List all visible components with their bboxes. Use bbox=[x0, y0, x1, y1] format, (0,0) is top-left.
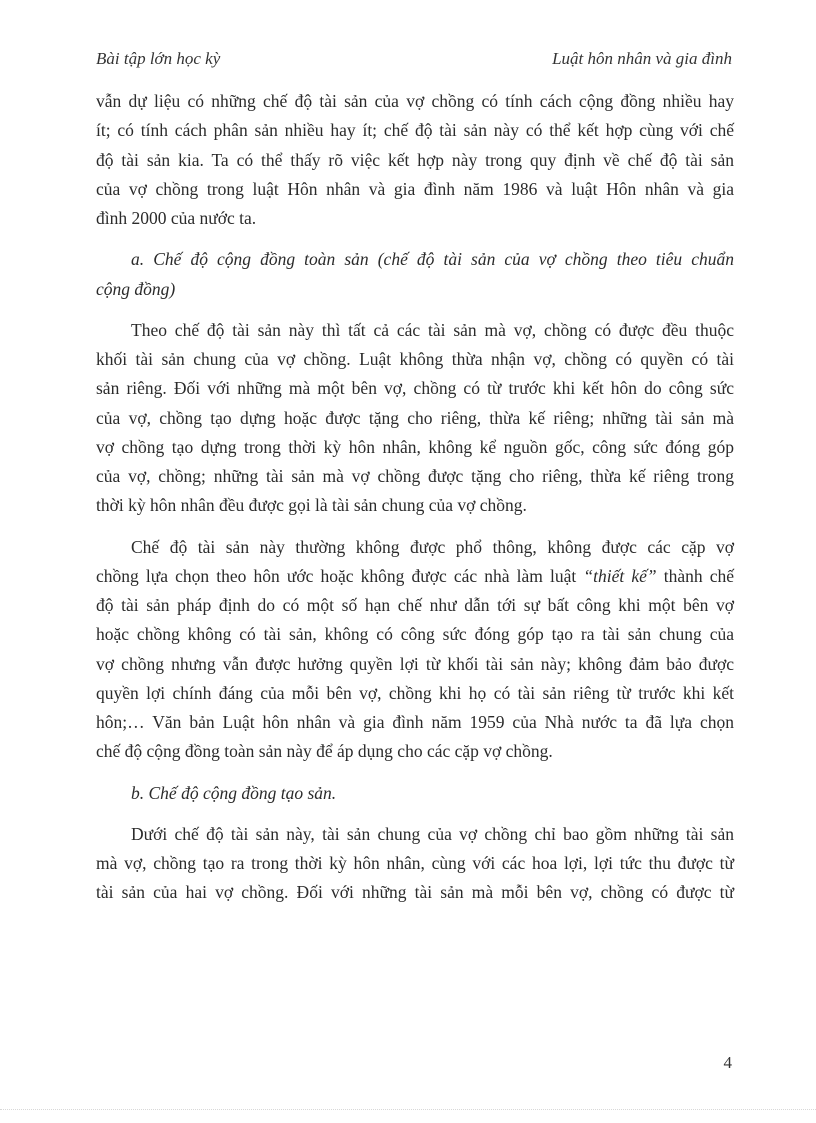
text-line: Chế độ tài sản này thường không được phổ thông, không được các cặp vợ bbox=[131, 536, 734, 557]
text-line: hôn;… Văn bản Luật hôn nhân và gia đình năm 1959 của Nhà nước ta đã lựa chọn bbox=[96, 712, 734, 732]
text-segment: chồng lựa chọn theo hôn ước hoặc không được các nhà làm luật bbox=[96, 565, 577, 586]
heading-line: cộng đồng) bbox=[96, 278, 176, 299]
text-line: vợ chồng tạo dựng trong thời kỳ hôn nhân, không kể nguồn gốc, công sức đóng góp bbox=[96, 436, 734, 457]
emphasized-term: “thiết kế” bbox=[583, 565, 657, 586]
text-line: ít; có tính cách phân sản nhiều hay ít; chế độ tài sản này có thể kết hợp cùng với chế bbox=[96, 120, 734, 141]
text-line bbox=[96, 562, 734, 591]
text-line: quyền lợi chính đáng của mỗi bên vợ, chồng khi họ có tài sản riêng từ trước khi kết bbox=[96, 682, 734, 703]
paragraph bbox=[96, 533, 734, 767]
text-line: của vợ chồng trong luật Hôn nhân và gia đình năm 1986 và luật Hôn nhân và gia bbox=[96, 178, 734, 199]
page-bottom-divider bbox=[0, 1109, 816, 1110]
text-line: của vợ, chồng tạo dựng hoặc được tặng cho riêng, thừa kế riêng; những tài sản mà bbox=[96, 407, 734, 428]
page-number: 4 bbox=[723, 1053, 732, 1072]
text-line: độ tài sản pháp định do có một số hạn chế như dẫn tới sự bất công khi một bên vợ bbox=[96, 595, 734, 615]
body-text bbox=[96, 87, 734, 908]
running-header bbox=[96, 49, 732, 73]
text-line: thời kỳ hôn nhân đều được gọi là tài sản chung của vợ chồng. bbox=[96, 495, 527, 516]
section-heading-b bbox=[96, 779, 734, 808]
text-line: đình 2000 của nước ta. bbox=[96, 208, 257, 228]
paragraph bbox=[96, 87, 734, 233]
text-line: hoặc chồng không có tài sản, không có công sức đóng góp tạo ra tài sản chung của bbox=[96, 624, 734, 645]
text-line: tài sản của hai vợ chồng. Đối với những tài sản mà mỗi bên vợ, chồng có được từ bbox=[96, 882, 734, 903]
text-line: của vợ, chồng; những tài sản mà vợ chồng được tặng cho riêng, thừa kế riêng trong bbox=[96, 466, 734, 486]
text-segment: thành chế bbox=[663, 565, 734, 586]
text-line: mà vợ, chồng tạo ra trong thời kỳ hôn nhân, cùng với các hoa lợi, lợi tức thu được từ bbox=[96, 853, 734, 873]
header-right-title: Luật hôn nhân và gia đình bbox=[552, 49, 732, 68]
paragraph bbox=[96, 316, 734, 521]
text-line: Dưới chế độ tài sản này, tài sản chung của vợ chồng chỉ bao gồm những tài sản bbox=[131, 823, 734, 844]
text-line: Theo chế độ tài sản này thì tất cả các tài sản mà vợ, chồng có được đều thuộc bbox=[131, 319, 734, 340]
text-line: độ tài sản kia. Ta có thể thấy rõ việc kết hợp này trong quy định về chế độ tài sản bbox=[96, 149, 734, 170]
text-line: sản riêng. Đối với những mà một bên vợ, chồng có từ trước khi kết hôn do công sức bbox=[96, 378, 734, 399]
heading-line: b. Chế độ cộng đồng tạo sản. bbox=[131, 782, 337, 803]
header-left-title: Bài tập lớn học kỳ bbox=[96, 49, 221, 68]
heading-line: a. Chế độ cộng đồng toàn sản (chế độ tài sản của vợ chồng theo tiêu chuẩn bbox=[131, 249, 734, 270]
text-line: chế độ cộng đồng toàn sản này để áp dụng cho các cặp vợ chồng. bbox=[96, 741, 553, 762]
text-line: vợ chồng nhưng vẫn được hưởng quyền lợi từ khối tài sản này; không đảm bảo được bbox=[96, 653, 734, 674]
text-line: khối tài sản chung của vợ chồng. Luật không thừa nhận vợ, chồng có quyền có tài bbox=[96, 349, 734, 369]
text-line: vẫn dự liệu có những chế độ tài sản của vợ chồng có tính cách cộng đồng nhiều hay bbox=[96, 91, 734, 111]
paragraph bbox=[96, 820, 734, 908]
section-heading-a bbox=[96, 245, 734, 304]
